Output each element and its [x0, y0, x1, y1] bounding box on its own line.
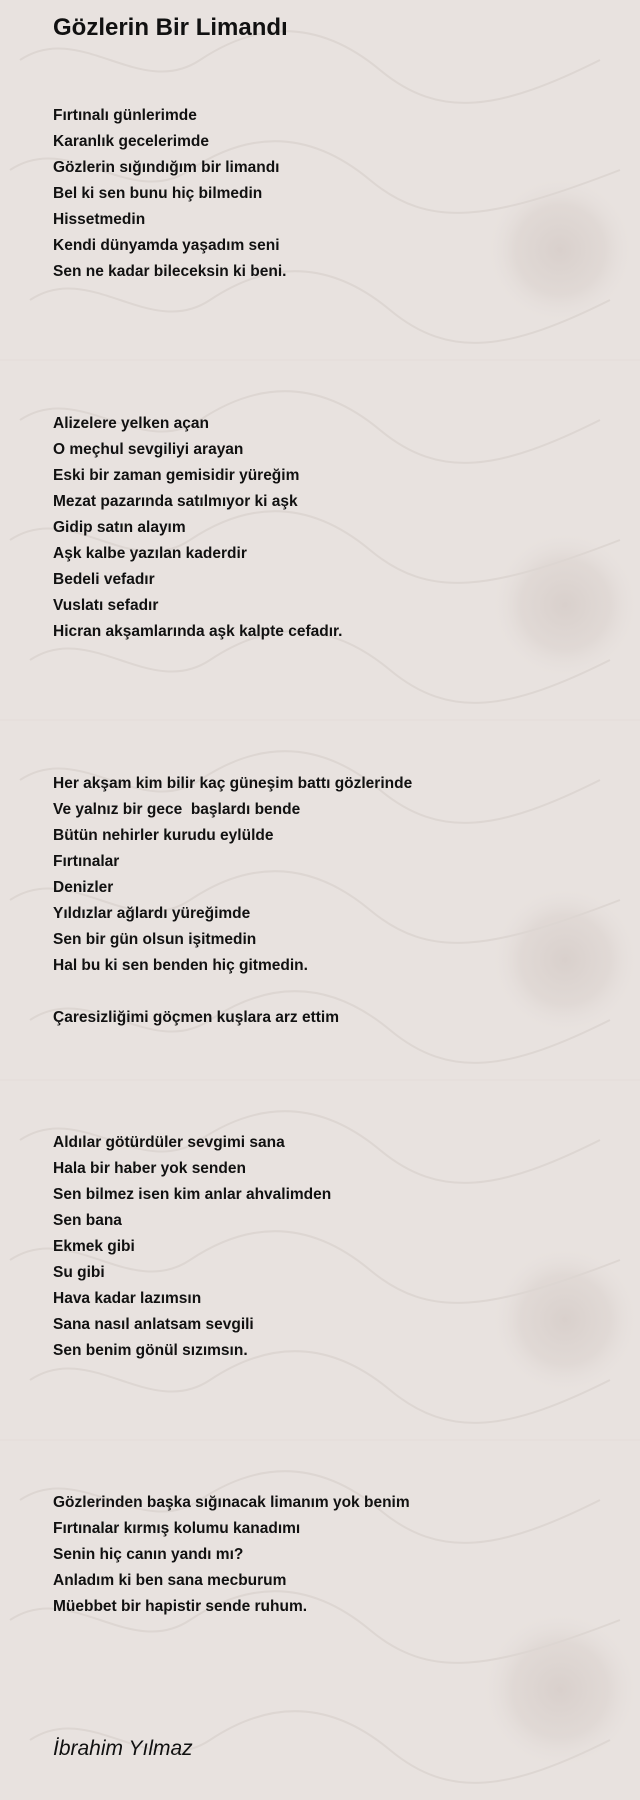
poem-line: Aldılar götürdüler sevgimi sana — [53, 1134, 285, 1151]
poem-container — [0, 0, 613, 44]
poem-line: Su gibi — [53, 1264, 105, 1281]
poem-line: Ekmek gibi — [53, 1238, 135, 1255]
ink-blot-group — [480, 175, 640, 1770]
stanza-1 — [53, 103, 286, 285]
poem-line: Bedeli vefadır — [53, 571, 155, 588]
poem-line: Gözlerinden başka sığınacak limanım yok benim — [53, 1494, 410, 1511]
stanza-3 — [53, 771, 412, 1031]
poem-line: Senin hiç canın yandı mı? — [53, 1546, 244, 1563]
poem-line: Her akşam kim bilir kaç güneşim battı gözlerinde — [53, 775, 413, 792]
poem-title: Gözlerin Bir Limandı — [53, 14, 288, 41]
poem-line: Çaresizliğimi göçmen kuşlara arz ettim — [53, 1009, 339, 1026]
poem-line: Sana nasıl anlatsam sevgili — [53, 1316, 254, 1333]
poem-line: Fırtınalı günlerimde — [53, 107, 197, 124]
poem-line: Müebbet bir hapistir sende ruhum. — [53, 1598, 308, 1615]
poem-line: Kendi dünyamda yaşadım seni — [53, 237, 280, 254]
poem-line: Hicran akşamlarında aşk kalpte cefadır. — [53, 623, 343, 640]
poem-line: O meçhul sevgiliyi arayan — [53, 441, 244, 458]
poem-line: Anladım ki ben sana mecburum — [53, 1572, 287, 1589]
poem-line: Hava kadar lazımsın — [53, 1290, 202, 1307]
poem-line: Mezat pazarında satılmıyor ki aşk — [53, 493, 298, 510]
poem-line: Gidip satın alayım — [53, 519, 186, 536]
poem-line: Eski bir zaman gemisidir yüreğim — [53, 467, 300, 484]
poem-line: Sen bir gün olsun işitmedin — [53, 931, 257, 948]
poem-line: Aşk kalbe yazılan kaderdir — [53, 545, 247, 562]
poem-line: Vuslatı sefadır — [53, 597, 159, 614]
poem-author: İbrahim Yılmaz — [53, 1737, 193, 1760]
stanza-5 — [53, 1490, 410, 1620]
poem-line: Sen ne kadar bileceksin ki beni. — [53, 263, 287, 280]
poem-line: Fırtınalar kırmış kolumu kanadımı — [53, 1520, 301, 1537]
stanza-2 — [53, 411, 343, 645]
poem-line: Bel ki sen bunu hiç bilmedin — [53, 185, 263, 202]
poem-line: Karanlık gecelerimde — [53, 133, 209, 150]
poem-blank-line — [53, 979, 412, 1005]
poem-line: Gözlerin sığındığım bir limandı — [53, 159, 280, 176]
poem-line: Bütün nehirler kurudu eylülde — [53, 827, 274, 844]
poem-line: Sen bilmez isen kim anlar ahvalimden — [53, 1186, 332, 1203]
poem-line: Sen benim gönül sızımsın. — [53, 1342, 248, 1359]
poem-line: Sen bana — [53, 1212, 122, 1229]
stanza-4 — [53, 1130, 331, 1364]
poem-line: Alizelere yelken açan — [53, 415, 209, 432]
poem-line: Ve yalnız bir gece başlardı bende — [53, 801, 301, 818]
poem-line: Fırtınalar — [53, 853, 120, 870]
poem-line: Denizler — [53, 879, 114, 896]
poem-line: Hala bir haber yok senden — [53, 1160, 246, 1177]
poem-line: Hal bu ki sen benden hiç gitmedin. — [53, 957, 308, 974]
poem-line: Yıldızlar ağlardı yüreğimde — [53, 905, 251, 922]
poem-line: Hissetmedin — [53, 211, 146, 228]
